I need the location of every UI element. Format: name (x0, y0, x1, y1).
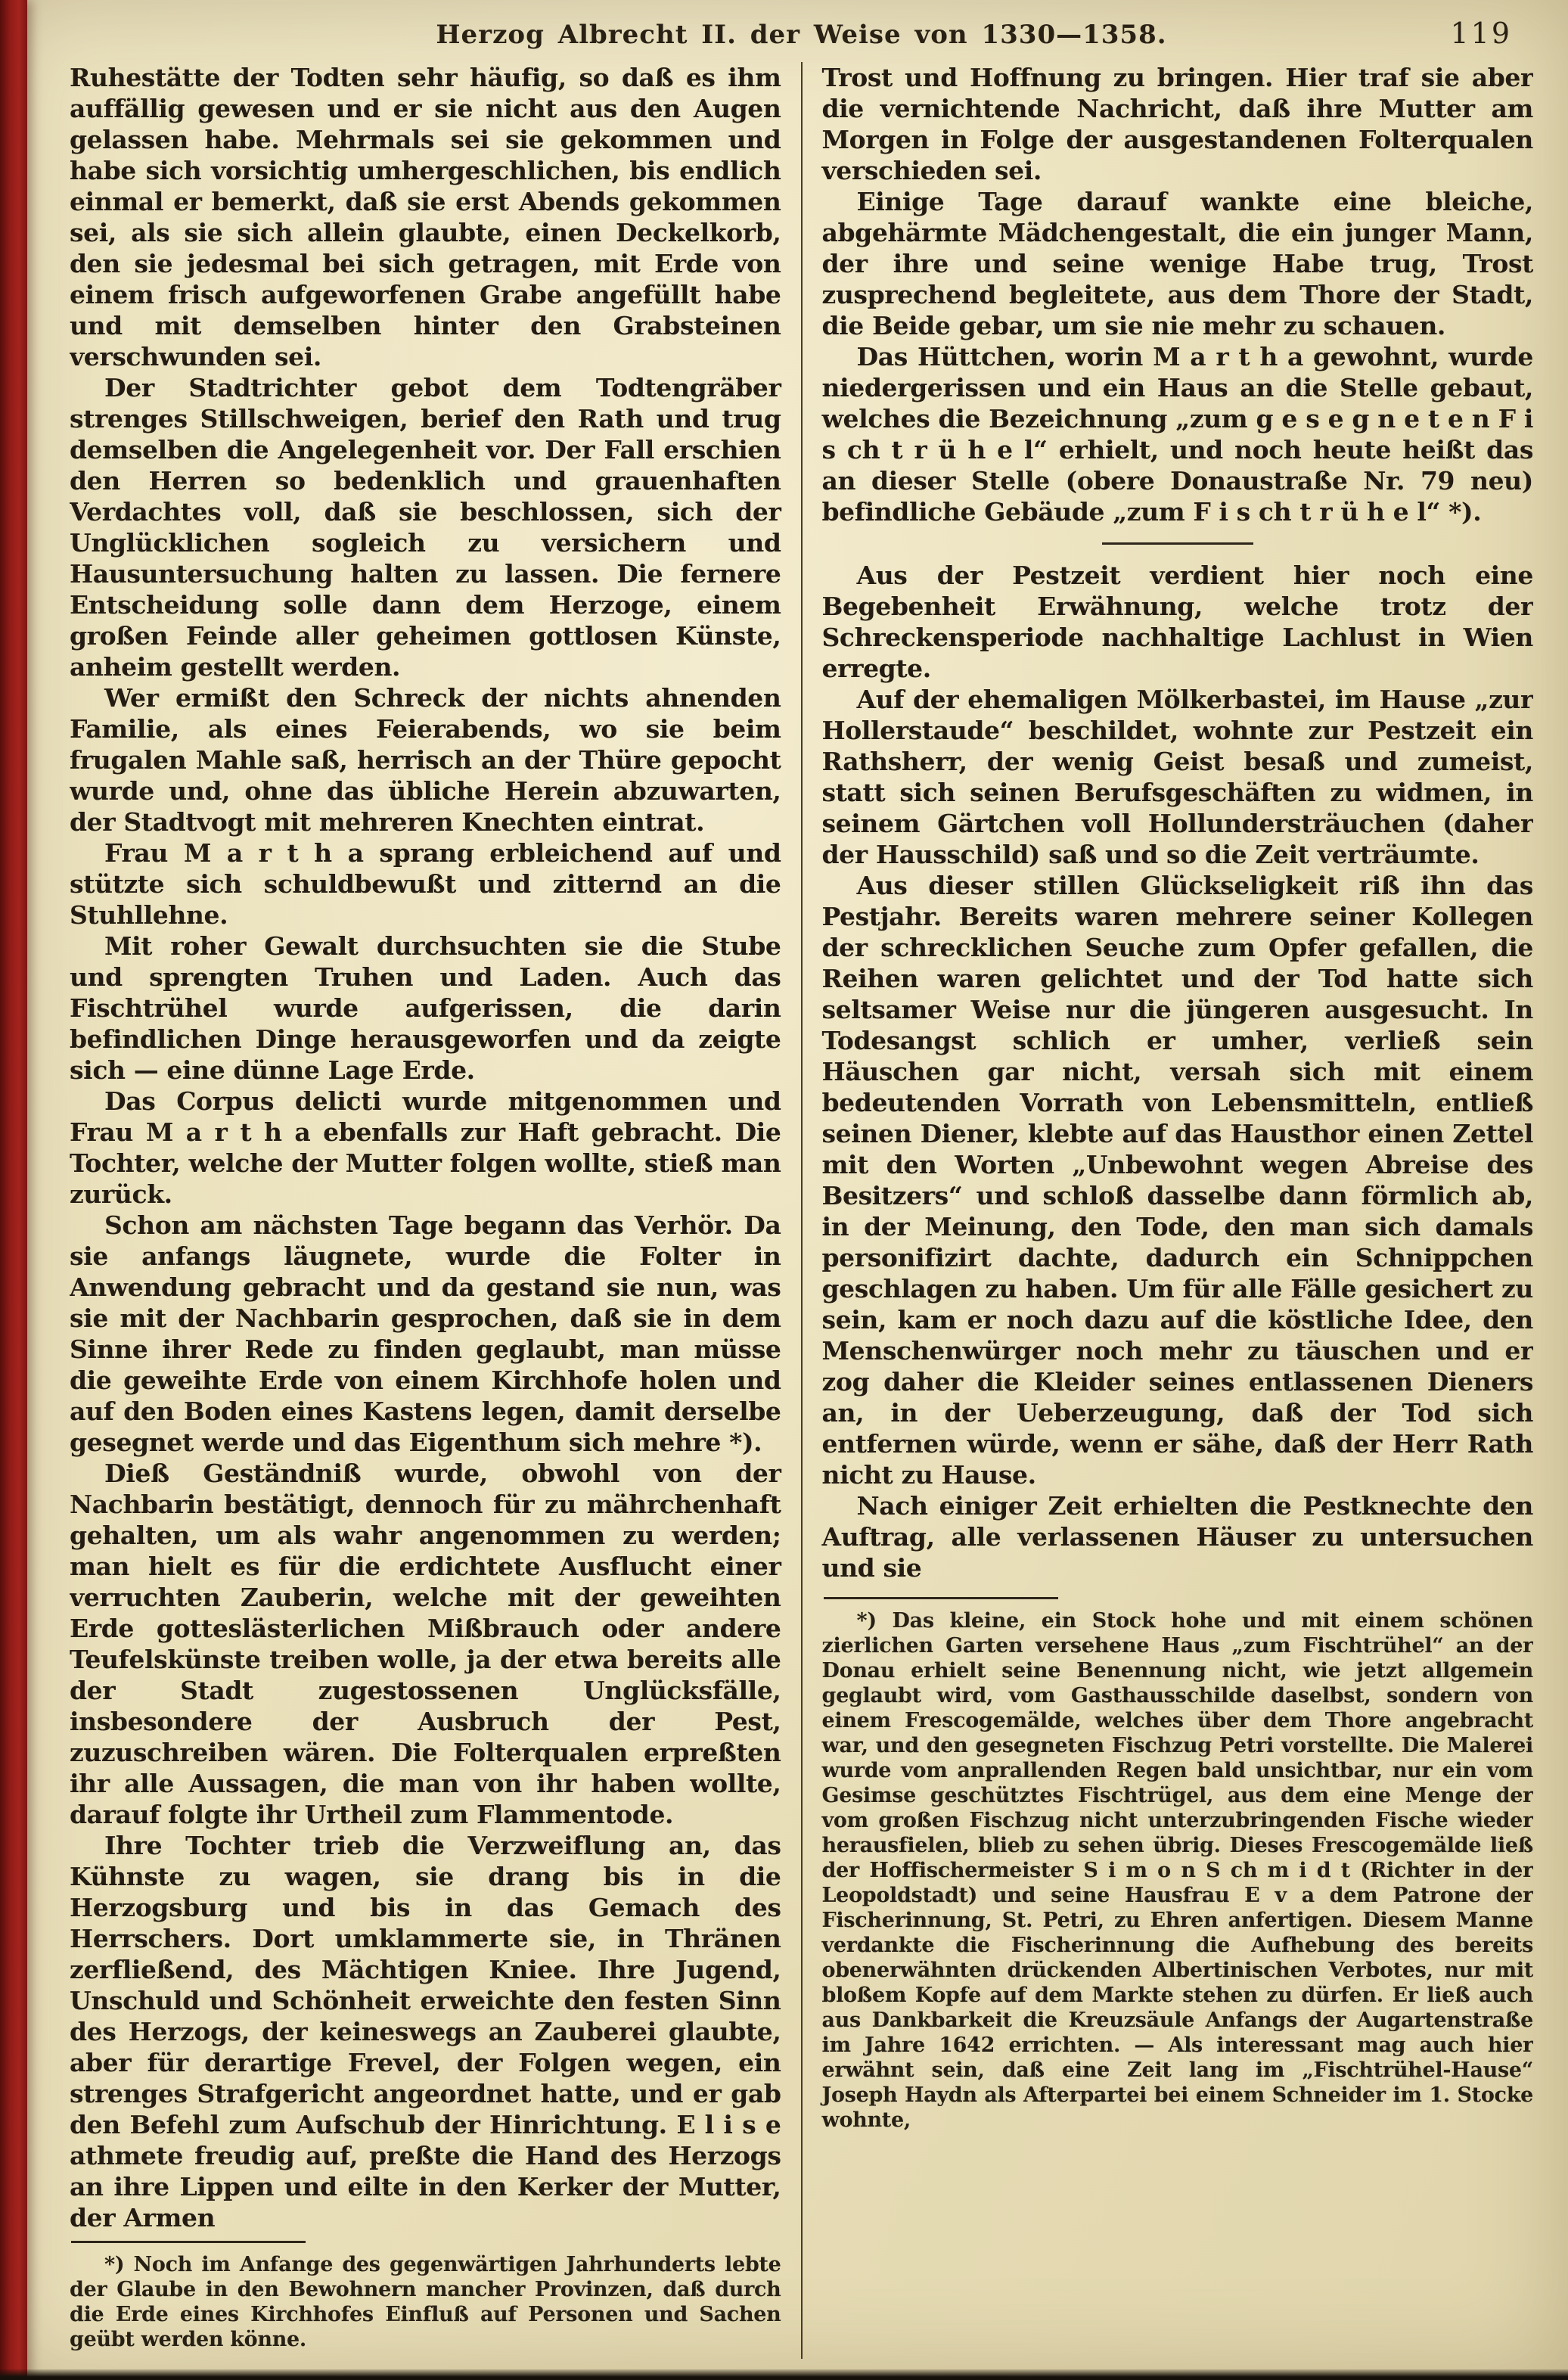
two-column-text-block (70, 62, 1533, 2359)
body-paragraph: Einige Tage darauf wankte eine bleiche, abgehärmte Mädchengestalt, die ein junger Mann, der ihre und seine wenige Habe trug, Trost zusprechend begleitete, aus dem Thore der Stadt, die Beide gebar, um sie nie mehr zu schauen. (821, 187, 1533, 340)
body-paragraph: Das Corpus delicti wurde mitgenommen und Frau M a r t h a ebenfalls zur Haft gebracht. Die Tochter, welche der Mutter folgen wollte, stieß man zurück. (70, 1086, 781, 1209)
right-column (822, 62, 1534, 2359)
body-paragraph: Frau M a r t h a sprang erbleichend auf und stützte sich schuldbewußt und zitternd an die Stuhllehne. (70, 838, 781, 930)
body-paragraph: Aus dieser stillen Glückseligkeit riß ihn das Pestjahr. Bereits waren mehrere seiner Kollegen der schrecklichen Seuche zum Opfer gefallen, die Reihen waren gelichtet und der Tod hatte sich seltsamer Weise nur die jüngeren ausgesucht. In Todesangst schlich er umher, verließ sein Häuschen gar nicht, versah sich mit einem bedeutenden Vorrath von Lebensmitteln, entließ seinen Diener, klebte auf das Hausthor einen Zettel mit den Worten „Unbewohnt wegen Abreise des Besitzers“ und schloß dasselbe dann förmlich ab, in der Meinung, den Tode, den man sich damals personifizirt dachte, dadurch ein Schnippchen geschlagen zu haben. Um für alle Fälle gesichert zu sein, kam er noch dazu auf die köstliche Idee, den Menschenwürger noch mehr zu täuschen und er zog daher die Kleider seines entlassenen Dieners an, in der Ueberzeugung, daß der Tod sich entfernen würde, wenn er sähe, daß der Herr Rath nicht zu Hause. (821, 871, 1533, 1490)
section-divider-rule (1102, 542, 1253, 545)
running-title: Herzog Albrecht II. der Weise von 1330—1358. (436, 20, 1167, 50)
footnote: *) Das kleine, ein Stock hohe und mit einem schönen zierlichen Garten versehene Haus „zum Fischtrühel“ an der Donau erhielt seine Benennung nicht, wie jetzt allgemein geglaubt wird, vom Gasthausschilde daselbst, sondern von einem Frescogemälde, welches über dem Thore angebracht war, und den gesegneten Fischzug Petri vorstellte. Die Malerei wurde vom anprallenden Regen bald unsichtbar, nur ein vom Gesimse geschütztes Fischtrügel, aus dem eine Menge der vom großen Fischzug nicht unterzubringenden Fische wieder herausfielen, blieb zu sehen übrig. Dieses Frescogemälde ließ der Hoffischermeister S i m o n S ch m i d t (Richter in der Leopoldstadt) und seine Hausfrau E v a dem Patrone der Fischerinnung, St. Petri, zu Ehren anfertigen. Diesem Manne verdankte die Fischerinnung die Aufhebung des bereits obenerwähnten drückenden Albertinischen Verbotes, nur mit bloßem Kopfe auf dem Markte stehen zu dürfen. Er ließ auch aus Dankbarkeit die Kreuzsäule Anfangs der Augartenstraße im Jahre 1642 errichten. — Als interessant mag auch hier erwähnt sein, daß eine Zeit lang im „Fischtrühel-Hause“ Joseph Haydn als Afterpartei bei einem Schneider im 1. Stocke wohnte, (821, 1609, 1533, 2132)
book-binding-edge (0, 0, 27, 2380)
page-header (70, 15, 1533, 57)
right-footnote-block (822, 1597, 1534, 2133)
body-paragraph: Aus der Pestzeit verdient hier noch eine Begebenheit Erwähnung, welche trotz der Schreckensperiode nachhaltige Lachlust in Wien erregte. (821, 561, 1533, 683)
left-column (70, 62, 781, 2359)
body-paragraph: Wer ermißt den Schreck der nichts ahnenden Familie, als eines Feierabends, wo sie beim frugalen Mahle saß, herrisch an der Thüre gepocht wurde und, ohne das übliche Herein abzuwarten, der Stadtvogt mit mehreren Knechten eintrat. (70, 683, 781, 837)
column-divider (801, 62, 803, 2359)
left-footnote-block (70, 2233, 781, 2359)
footnote-rule (71, 2241, 306, 2243)
body-paragraph: Trost und Hoffnung zu bringen. Hier traf sie aber die vernichtende Nachricht, daß ihre Mutter am Morgen in Folge der ausgestandenen Folterqualen verschieden sei. (821, 63, 1533, 185)
body-paragraph: Ihre Tochter trieb die Verzweiflung an, das Kühnste zu wagen, sie drang bis in die Herzogsburg und bis in das Gemach des Herrschers. Dort umklammerte sie, in Thränen zerfließend, des Mächtigen Kniee. Ihre Jugend, Unschuld und Schönheit erweichte den festen Sinn des Herzogs, der keineswegs an Zauberei glaubte, aber für derartige Frevel, der Folgen wegen, ein strenges Strafgericht angeordnet hatte, und er gab den Befehl zum Aufschub der Hinrichtung. E l i s e athmete freudig auf, preßte die Hand des Herzogs an ihre Lippen und eilte in den Kerker der Mutter, der Armen (70, 1831, 781, 2232)
page-number: 119 (1450, 17, 1512, 50)
body-paragraph: Das Hüttchen, worin M a r t h a gewohnt, wurde niedergerissen und ein Haus an die Stelle gebaut, welches die Bezeichnung „zum g e s e g n e t e n F i s ch t r ü h e l“ erhielt, und noch heute heißt das an dieser Stelle (obere Donaustraße Nr. 79 neu) befindliche Gebäude „zum F i s ch t r ü h e l“ *). (821, 342, 1533, 527)
body-paragraph: Mit roher Gewalt durchsuchten sie die Stube und sprengten Truhen und Laden. Auch das Fischtrühel wurde aufgerissen, die darin befindlichen Dinge herausgeworfen und da zeigte sich — eine dünne Lage Erde. (70, 931, 781, 1085)
body-paragraph: Dieß Geständniß wurde, obwohl von der Nachbarin bestätigt, dennoch für zu mährchenhaft gehalten, um als wahr angenommen zu werden; man hielt es für die erdichtete Ausflucht einer verruchten Zauberin, welche mit der geweihten Erde gotteslästerlichen Mißbrauch oder andere Teufelskünste treiben wolle, ja der etwa bereits alle der Stadt zugestossenen Unglücksfälle, insbesondere der Ausbruch der Pest, zuzuschreiben wären. Die Folterqualen erpreßten ihr alle Aussagen, die man von ihr haben wollte, darauf folgte ihr Urtheil zum Flammentode. (70, 1459, 781, 1829)
body-paragraph: Der Stadtrichter gebot dem Todtengräber strenges Stillschweigen, berief den Rath und trug demselben die Angelegenheit vor. Der Fall erschien den Herren so bedenklich und grauenhaften Verdachtes voll, daß sie beschlossen, sich der Unglücklichen sogleich zu versichern und Hausuntersuchung halten zu lassen. Die fernere Entscheidung solle dann dem Herzoge, einem großen Feinde aller geheimen gottlosen Künste, anheim gestellt werden. (70, 373, 781, 682)
scan-bottom-edge (0, 2369, 1568, 2380)
page-content (27, 0, 1568, 2380)
footnote-rule (824, 1597, 1058, 1599)
body-paragraph: Ruhestätte der Todten sehr häufig, so daß es ihm auffällig gewesen und er sie nicht aus den Augen gelassen habe. Mehrmals sei sie gekommen und habe sich vorsichtig umhergeschlichen, bis endlich einmal er bemerkt, daß sie erst Abends gekommen sei, als sie sich allein glaubte, einen Deckelkorb, den sie jedesmal bei sich getragen, mit Erde von einem frisch aufgeworfenen Grabe angefüllt habe und mit demselben hinter den Grabsteinen verschwunden sei. (70, 63, 781, 371)
body-paragraph: Nach einiger Zeit erhielten die Pestknechte den Auftrag, alle verlassenen Häuser zu untersuchen und sie (821, 1491, 1533, 1583)
footnote: *) Noch im Anfange des gegenwärtigen Jahrhunderts lebte der Glaube in den Bewohnern mancher Provinzen, daß durch die Erde eines Kirchhofes Einfluß auf Personen und Sachen geübt werden könne. (70, 2253, 781, 2351)
body-paragraph: Auf der ehemaligen Mölkerbastei, im Hause „zur Hollerstaude“ beschildet, wohnte zur Pestzeit ein Rathsherr, der wenig Geist besaß und zumeist, statt sich seinen Berufsgeschäften zu widmen, in seinem Gärtchen voll Hollundersträuchen (daher der Hausschild) saß und so die Zeit verträumte. (821, 685, 1533, 869)
body-paragraph: Schon am nächsten Tage begann das Verhör. Da sie anfangs läugnete, wurde die Folter in Anwendung gebracht und da gestand sie nun, was sie mit der Nachbarin gesprochen, daß sie in dem Sinne ihrer Rede zu finden geglaubt, man müsse die geweihte Erde von einem Kirchhofe holen und auf den Boden eines Kastens legen, damit derselbe gesegnet werde und das Eigenthum sich mehre *). (70, 1210, 781, 1457)
